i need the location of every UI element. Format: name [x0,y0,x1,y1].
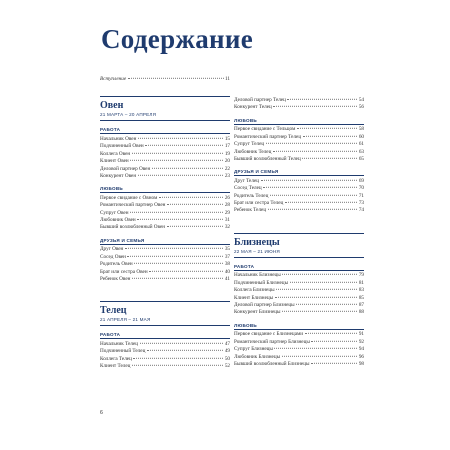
toc-entry-title: Начальник Телец [100,340,139,347]
dot-leader [152,167,224,168]
dot-leader [274,348,357,349]
toc-entry-page: 98 [358,360,364,367]
toc-entry-page: 50 [224,355,230,362]
toc-entry-page: 35 [224,246,230,253]
section-heading-love: ЛЮБОВЬ [234,117,364,125]
toc-entry[interactable] [234,302,364,309]
toc-entry[interactable] [234,354,364,361]
toc-entry[interactable] [234,207,364,214]
toc-entry-title: Романтический партнер Телец [234,133,302,140]
dot-leader [167,226,224,227]
toc-entry-page: 40 [224,268,230,275]
section-heading-friends-family: ДРУЗЬЯ И СЕМЬЯ [234,168,364,176]
page-number: 6 [100,410,103,416]
toc-entry-page: 73 [358,200,364,207]
toc-entry[interactable] [100,363,230,370]
toc-entry-page: 61 [358,141,364,148]
toc-entry-title: Романтический партнер Близнецы [234,338,310,345]
toc-entry[interactable] [234,361,364,368]
toc-entry[interactable] [100,166,230,173]
toc-entry[interactable] [100,202,230,209]
toc-entry-title: Родитель Телец [234,192,269,199]
dot-leader [149,270,223,271]
toc-entry-title: Клиент Овен [100,158,129,165]
toc-entry[interactable] [234,149,364,156]
dot-leader [268,209,358,210]
toc-entry[interactable] [100,276,230,283]
toc-entry-page: 22 [224,165,230,172]
dot-leader [266,143,358,144]
toc-entry-page: 54 [358,97,364,103]
dot-leader [132,153,224,154]
toc-entry-title: Ребенок Телец [234,207,267,214]
toc-entry[interactable] [234,126,364,133]
toc-entry-title: Бывший возлюбленный Близнецы [234,360,310,367]
dot-leader [302,158,357,159]
toc-entry[interactable] [234,104,364,111]
toc-entry-title: Сосед Телец [234,185,262,192]
toc-entry[interactable] [234,193,364,200]
toc-entry-title: Конкурент Овен [100,172,137,179]
dot-leader [282,274,357,275]
toc-entry[interactable] [100,143,230,150]
section-heading-love: ЛЮБОВЬ [234,322,364,330]
toc-entry-title: Первое свидание с Тельцом [234,126,296,133]
toc-entry-title: Романтический партнер Овен [100,202,166,209]
dot-leader [282,311,357,312]
dot-leader [290,282,358,283]
dot-leader [287,99,357,100]
toc-left-column [100,76,230,371]
toc-entry-page: 23 [224,172,230,179]
toc-entry[interactable] [100,210,230,217]
dot-leader [275,296,358,297]
toc-entry-title: Подчиненный Близнецы [234,279,289,286]
toc-entry[interactable] [234,141,364,148]
dot-leader [270,194,357,195]
toc-entry-page: 56 [358,104,364,111]
dot-leader [127,256,223,257]
dot-leader [125,248,223,249]
toc-entry-page: 60 [358,133,364,140]
toc-list [234,331,364,368]
toc-list [234,126,364,163]
toc-entry[interactable] [234,178,364,185]
toc-entry[interactable] [234,339,364,346]
toc-entry[interactable] [100,246,230,253]
toc-entry-title: Первое свидание с Овном [100,194,158,201]
toc-entry-title: Бывший возлюбленный Овен [100,224,166,231]
toc-entry-title: Деловой партнер Близнецы [234,302,295,308]
toc-entry-page: 28 [224,202,230,209]
toc-entry[interactable] [234,331,364,338]
toc-entry[interactable] [234,280,364,287]
toc-entry-page: 91 [358,331,364,338]
toc-entry[interactable] [234,156,364,163]
dot-leader [138,138,223,139]
toc-entry-title: Супруг Овен [100,209,129,216]
section-heading-work: РАБОТА [234,263,364,271]
dot-leader [297,128,357,129]
dot-leader [273,106,357,107]
toc-entry-title: Клиент Телец [100,363,131,370]
toc-entry[interactable] [100,356,230,363]
toc-entry-title: Бывший возлюбленный Телец [234,155,301,162]
toc-entry[interactable] [100,348,230,355]
dot-leader [296,304,357,305]
toc-entry-page: 71 [358,192,364,199]
toc-entry-title: Подчиненный Телец [100,348,146,355]
toc-entry-page: 88 [358,309,364,316]
toc-entry-title: Брат или сестра Телец [234,200,284,207]
toc-entry-page: 31 [224,217,230,224]
dot-leader [145,145,223,146]
toc-entry-title: Конкурент Телец [234,104,272,111]
toc-list [100,195,230,232]
toc-entry[interactable] [100,173,230,180]
dot-leader [137,219,223,220]
toc-entry-page: 15 [224,135,230,142]
toc-entry-title: Друг Овен [100,246,124,253]
toc-entry-title: Коллега Телец [100,355,132,362]
dot-leader [305,333,358,334]
toc-entry-title: Любовник Овен [100,217,136,224]
dot-leader [130,160,223,161]
toc-entry-title: Первое свидание с Близнецами [234,331,304,338]
dot-leader [311,363,357,364]
toc-entry-page: 29 [224,209,230,216]
toc-entry-page: 94 [358,346,364,353]
toc-entry[interactable] [100,158,230,165]
toc-entry-page: 47 [224,340,230,347]
toc-entry-title: Деловой партнер Овен [100,165,151,172]
toc-entry-title: Вступление [100,76,127,82]
sign-dates-oven: 21 МАРТА – 20 АПРЕЛЯ [100,111,230,121]
toc-entry-title: Родитель Овен [100,261,133,268]
dot-leader [263,187,357,188]
toc-list [234,97,364,112]
dot-leader [303,136,358,137]
sign-dates-bliznetsy: 22 МАЯ – 21 ИЮНЯ [234,248,364,258]
sign-dates-telets: 21 АПРЕЛЯ – 21 МАЯ [100,316,230,326]
sign-heading-oven: Овен [100,96,230,111]
toc-entry-page: 38 [224,261,230,268]
toc-entry-page: 52 [224,363,230,370]
toc-entry-title: Начальник Близнецы [234,272,281,279]
dot-leader [133,358,223,359]
section-heading-work: РАБОТА [100,331,230,339]
toc-list [100,136,230,180]
toc-list [100,246,230,283]
toc-entry[interactable] [100,254,230,261]
section-heading-love: ЛЮБОВЬ [100,185,230,193]
toc-entry-page: 65 [358,155,364,162]
toc-entry-title: Сосед Овен [100,253,126,260]
dot-leader [261,180,358,181]
sign-heading-telets: Телец [100,301,230,316]
sign-heading-bliznetsy: Близнецы [234,233,364,248]
toc-entry[interactable] [234,346,364,353]
toc-entry-page: 81 [358,279,364,286]
dot-leader [134,263,223,264]
section-heading-friends-family: ДРУЗЬЯ И СЕМЬЯ [100,237,230,245]
dot-leader [282,355,358,356]
toc-entry[interactable] [100,261,230,268]
dot-leader [273,150,357,151]
toc-entry-page: 11 [225,76,230,82]
toc-entry-page: 20 [224,158,230,165]
dot-leader [276,289,357,290]
dot-leader [167,204,223,205]
page-title: Содержание [101,24,254,54]
toc-entry[interactable] [100,151,230,158]
toc-entry[interactable] [234,287,364,294]
toc-entry-page: 92 [358,338,364,345]
toc-list [100,341,230,371]
toc-entry-title: Любовник Близнецы [234,353,281,360]
toc-entry-title: Супруг Телец [234,141,265,148]
toc-entry-title: Друг Телец [234,177,260,184]
toc-entry-title: Подчиненный Овен [100,143,144,150]
dot-leader [285,202,358,203]
toc-entry-page: 19 [224,150,230,157]
dot-leader [132,365,223,366]
toc-entry-page: 96 [358,353,364,360]
toc-list [234,178,364,215]
toc-entry-page: 83 [358,287,364,294]
toc-entry-page: 74 [358,207,364,214]
toc-entry-page: 17 [224,143,230,150]
toc-entry[interactable] [100,269,230,276]
toc-entry-title: Коллега Овен [100,150,131,157]
toc-entry[interactable] [234,185,364,192]
toc-entry[interactable] [234,272,364,279]
toc-right-column [234,97,364,368]
toc-entry-title: Любовник Телец [234,148,272,155]
section-heading-work: РАБОТА [100,126,230,134]
toc-entry-page: 32 [224,224,230,231]
toc-entry-intro[interactable] [100,76,230,83]
dot-leader [128,78,224,79]
toc-entry-page: 69 [358,177,364,184]
toc-entry-page: 63 [358,148,364,155]
toc-entry-title: Брат или сестра Овен [100,268,148,275]
toc-entry-page: 85 [358,294,364,301]
dot-leader [138,175,224,176]
toc-entry[interactable] [234,309,364,316]
toc-entry-title: Ребенок Овен [100,276,131,282]
toc-entry-page: 87 [358,302,364,308]
toc-entry-title: Начальник Овен [100,135,137,142]
toc-entry-page: 79 [358,272,364,279]
toc-entry-page: 58 [358,126,364,133]
toc-entry-title: Клиент Близнецы [234,294,274,301]
dot-leader [147,350,223,351]
toc-entry-title: Коллега Близнецы [234,287,275,294]
toc-entry-title: Супруг Близнецы [234,346,273,353]
toc-entry-page: 37 [224,253,230,260]
dot-leader [311,341,357,342]
toc-entry-page: 26 [224,194,230,201]
toc-entry[interactable] [234,295,364,302]
dot-leader [140,343,224,344]
toc-list [234,272,364,316]
toc-entry[interactable] [234,97,364,104]
toc-entry-page: 49 [224,348,230,355]
toc-entry[interactable] [100,224,230,231]
toc-entry-page: 70 [358,185,364,192]
dot-leader [132,278,223,279]
toc-entry-page: 41 [224,276,230,282]
dot-leader [159,197,224,198]
toc-entry[interactable] [234,134,364,141]
toc-entry-title: Деловой партнер Телец [234,97,286,103]
toc-entry-title: Конкурент Близнецы [234,309,281,316]
dot-leader [130,211,223,212]
